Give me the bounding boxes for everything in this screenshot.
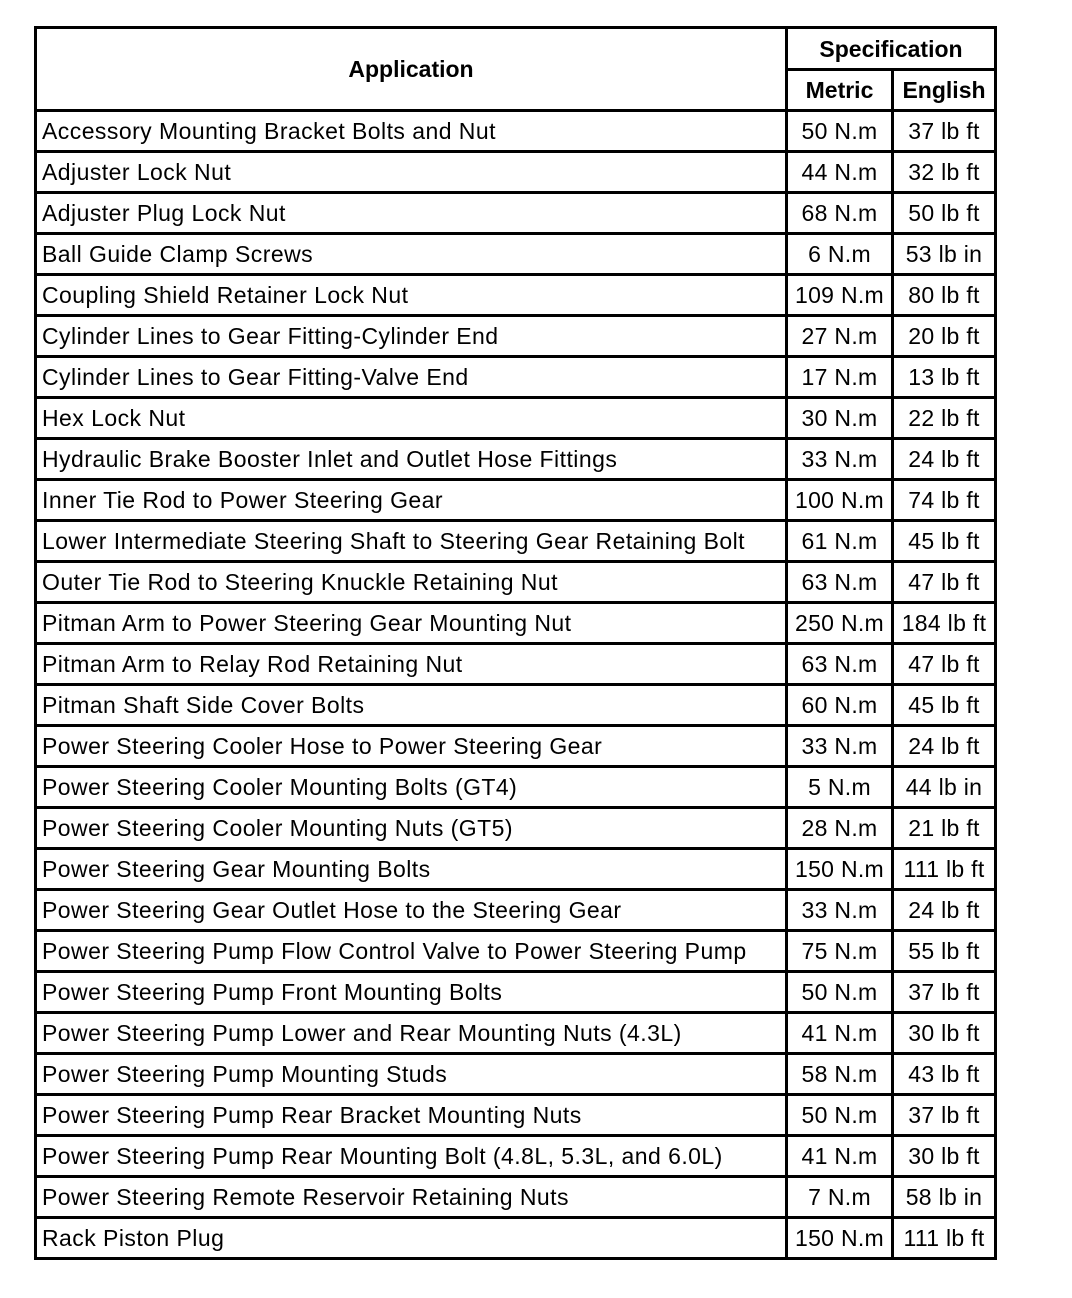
application-cell: Cylinder Lines to Gear Fitting-Valve End (37, 358, 788, 399)
english-cell: 111 lb ft (894, 850, 997, 891)
application-cell: Power Steering Pump Mounting Studs (37, 1055, 788, 1096)
english-cell: 13 lb ft (894, 358, 997, 399)
metric-cell: 60 N.m (788, 686, 894, 727)
english-cell: 47 lb ft (894, 563, 997, 604)
application-cell: Power Steering Cooler Mounting Bolts (GT4) (37, 768, 788, 809)
metric-cell: 75 N.m (788, 932, 894, 973)
table-body (37, 112, 997, 1260)
metric-cell: 28 N.m (788, 809, 894, 850)
table-row (37, 768, 997, 809)
metric-cell: 30 N.m (788, 399, 894, 440)
metric-cell: 33 N.m (788, 727, 894, 768)
english-cell: 80 lb ft (894, 276, 997, 317)
application-cell: Hex Lock Nut (37, 399, 788, 440)
application-cell: Inner Tie Rod to Power Steering Gear (37, 481, 788, 522)
application-cell: Accessory Mounting Bracket Bolts and Nut (37, 112, 788, 153)
table-row (37, 440, 997, 481)
table-row (37, 522, 997, 563)
english-cell: 50 lb ft (894, 194, 997, 235)
metric-cell: 7 N.m (788, 1178, 894, 1219)
english-cell: 55 lb ft (894, 932, 997, 973)
header-specification: Specification (788, 29, 997, 71)
english-cell: 45 lb ft (894, 686, 997, 727)
application-cell: Power Steering Pump Front Mounting Bolts (37, 973, 788, 1014)
metric-cell: 250 N.m (788, 604, 894, 645)
metric-cell: 50 N.m (788, 1096, 894, 1137)
metric-cell: 63 N.m (788, 645, 894, 686)
application-cell: Power Steering Gear Mounting Bolts (37, 850, 788, 891)
application-cell: Power Steering Cooler Hose to Power Steering Gear (37, 727, 788, 768)
metric-cell: 5 N.m (788, 768, 894, 809)
table-row (37, 973, 997, 1014)
table-row (37, 194, 997, 235)
metric-cell: 109 N.m (788, 276, 894, 317)
table-row (37, 235, 997, 276)
metric-cell: 100 N.m (788, 481, 894, 522)
english-cell: 22 lb ft (894, 399, 997, 440)
table-row (37, 276, 997, 317)
english-cell: 20 lb ft (894, 317, 997, 358)
table-row (37, 686, 997, 727)
application-cell: Pitman Shaft Side Cover Bolts (37, 686, 788, 727)
english-cell: 24 lb ft (894, 727, 997, 768)
metric-cell: 63 N.m (788, 563, 894, 604)
table-header (37, 29, 997, 112)
table-row (37, 604, 997, 645)
english-cell: 32 lb ft (894, 153, 997, 194)
application-cell: Cylinder Lines to Gear Fitting-Cylinder End (37, 317, 788, 358)
english-cell: 24 lb ft (894, 891, 997, 932)
table-row (37, 932, 997, 973)
application-cell: Adjuster Plug Lock Nut (37, 194, 788, 235)
metric-cell: 58 N.m (788, 1055, 894, 1096)
application-cell: Power Steering Remote Reservoir Retaining Nuts (37, 1178, 788, 1219)
table-row (37, 1055, 997, 1096)
english-cell: 30 lb ft (894, 1014, 997, 1055)
english-cell: 58 lb in (894, 1178, 997, 1219)
application-cell: Rack Piston Plug (37, 1219, 788, 1260)
application-cell: Coupling Shield Retainer Lock Nut (37, 276, 788, 317)
header-english: English (894, 71, 997, 112)
english-cell: 24 lb ft (894, 440, 997, 481)
table-row (37, 809, 997, 850)
application-cell: Pitman Arm to Power Steering Gear Mounting Nut (37, 604, 788, 645)
application-cell: Power Steering Pump Rear Mounting Bolt (4.8L, 5.3L, and 6.0L) (37, 1137, 788, 1178)
english-cell: 184 lb ft (894, 604, 997, 645)
table-row (37, 1014, 997, 1055)
application-cell: Adjuster Lock Nut (37, 153, 788, 194)
application-cell: Hydraulic Brake Booster Inlet and Outlet Hose Fittings (37, 440, 788, 481)
metric-cell: 50 N.m (788, 973, 894, 1014)
metric-cell: 150 N.m (788, 850, 894, 891)
table-row (37, 399, 997, 440)
table-row (37, 153, 997, 194)
english-cell: 37 lb ft (894, 1096, 997, 1137)
application-cell: Power Steering Gear Outlet Hose to the Steering Gear (37, 891, 788, 932)
application-cell: Pitman Arm to Relay Rod Retaining Nut (37, 645, 788, 686)
table-row (37, 727, 997, 768)
metric-cell: 6 N.m (788, 235, 894, 276)
metric-cell: 68 N.m (788, 194, 894, 235)
table-row (37, 645, 997, 686)
header-row-top (37, 29, 997, 71)
english-cell: 111 lb ft (894, 1219, 997, 1260)
table-row (37, 1178, 997, 1219)
metric-cell: 150 N.m (788, 1219, 894, 1260)
table-row (37, 850, 997, 891)
metric-cell: 41 N.m (788, 1014, 894, 1055)
metric-cell: 50 N.m (788, 112, 894, 153)
english-cell: 30 lb ft (894, 1137, 997, 1178)
application-cell: Power Steering Cooler Mounting Nuts (GT5) (37, 809, 788, 850)
metric-cell: 33 N.m (788, 891, 894, 932)
application-cell: Outer Tie Rod to Steering Knuckle Retaining Nut (37, 563, 788, 604)
header-application: Application (37, 29, 788, 112)
table-row (37, 317, 997, 358)
table-row (37, 481, 997, 522)
table-row (37, 112, 997, 153)
application-cell: Power Steering Pump Lower and Rear Mounting Nuts (4.3L) (37, 1014, 788, 1055)
torque-spec-table (34, 26, 997, 1260)
metric-cell: 44 N.m (788, 153, 894, 194)
english-cell: 21 lb ft (894, 809, 997, 850)
table-row (37, 563, 997, 604)
english-cell: 37 lb ft (894, 973, 997, 1014)
metric-cell: 27 N.m (788, 317, 894, 358)
application-cell: Lower Intermediate Steering Shaft to Steering Gear Retaining Bolt (37, 522, 788, 563)
english-cell: 47 lb ft (894, 645, 997, 686)
metric-cell: 41 N.m (788, 1137, 894, 1178)
table-row (37, 891, 997, 932)
application-cell: Ball Guide Clamp Screws (37, 235, 788, 276)
english-cell: 45 lb ft (894, 522, 997, 563)
english-cell: 37 lb ft (894, 112, 997, 153)
metric-cell: 33 N.m (788, 440, 894, 481)
header-metric: Metric (788, 71, 894, 112)
table-row (37, 1219, 997, 1260)
table-row (37, 1137, 997, 1178)
table-row (37, 1096, 997, 1137)
metric-cell: 61 N.m (788, 522, 894, 563)
english-cell: 74 lb ft (894, 481, 997, 522)
table-row (37, 358, 997, 399)
metric-cell: 17 N.m (788, 358, 894, 399)
application-cell: Power Steering Pump Rear Bracket Mounting Nuts (37, 1096, 788, 1137)
english-cell: 53 lb in (894, 235, 997, 276)
english-cell: 44 lb in (894, 768, 997, 809)
english-cell: 43 lb ft (894, 1055, 997, 1096)
application-cell: Power Steering Pump Flow Control Valve to Power Steering Pump (37, 932, 788, 973)
